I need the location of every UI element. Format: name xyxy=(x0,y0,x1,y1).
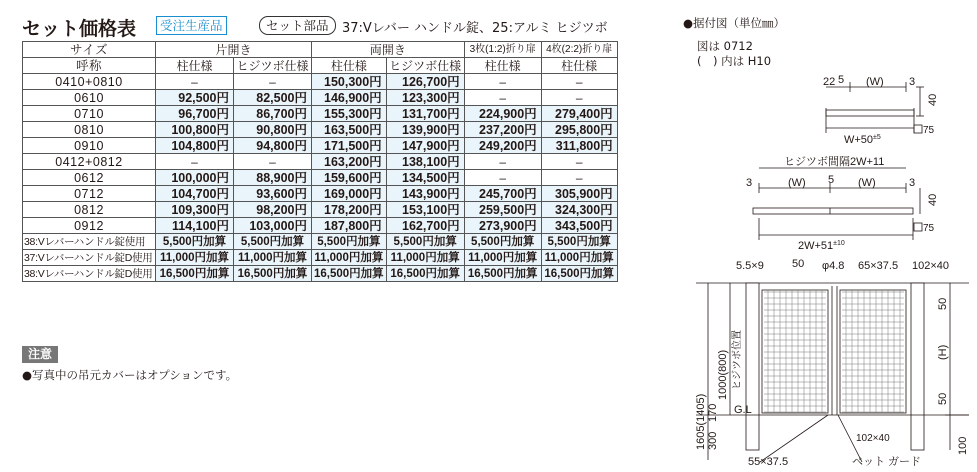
d2-dim-3b: 3 xyxy=(909,177,916,189)
d3-phi: φ4.8 xyxy=(822,260,845,272)
price-cell: 104,700円 xyxy=(156,186,234,202)
price-cell: 103,000円 xyxy=(234,218,312,234)
subheader: 柱仕様 xyxy=(464,58,541,74)
price-cell: – xyxy=(541,74,617,90)
table-header-row xyxy=(23,42,618,58)
diagram-heading: ●据付図（単位㎜） xyxy=(683,16,786,30)
price-cell: 114,100円 xyxy=(156,218,234,234)
price-cell: 100,000円 xyxy=(156,170,234,186)
price-cell: – xyxy=(464,74,541,90)
price-cell: 96,700円 xyxy=(156,106,234,122)
group-header: 両開き xyxy=(312,42,465,58)
price-cell: 82,500円 xyxy=(234,90,312,106)
size-cell: 0412+0812 xyxy=(23,154,156,170)
d3-door-height: 1000(800) xyxy=(717,349,729,400)
price-cell: 123,300円 xyxy=(386,90,464,106)
option-price-cell: 11,000円加算 xyxy=(541,250,617,266)
group-header: 3枚(1:2)折り扉 xyxy=(464,42,541,58)
d1-dim-w: (W) xyxy=(866,76,884,88)
d3-170: 170 xyxy=(707,403,719,422)
subheader: 柱仕様 xyxy=(541,58,617,74)
table-row xyxy=(23,202,618,218)
size-cell: 0612 xyxy=(23,170,156,186)
diagram-note-1: 図は 0712 xyxy=(697,39,753,53)
price-cell: 138,100円 xyxy=(386,154,464,170)
d3-r50b: 50 xyxy=(937,392,949,405)
option-price-cell: 11,000円加算 xyxy=(234,250,312,266)
d2-caption: ヒジツボ間隔2W+11 xyxy=(784,156,885,168)
option-label: 37:Vレバーハンドル錠D使用 xyxy=(23,250,156,266)
price-cell: – xyxy=(464,170,541,186)
d3-300: 300 xyxy=(707,431,719,450)
table-row xyxy=(23,138,618,154)
d1-total-tol: ±5 xyxy=(873,134,881,141)
option-price-cell: 11,000円加算 xyxy=(312,250,387,266)
price-cell: 147,900円 xyxy=(386,138,464,154)
d3-r100: 100 xyxy=(957,436,969,455)
option-row xyxy=(23,266,618,282)
diagram-note-2: ( ) 内は H10 xyxy=(697,54,772,68)
subheader: 柱仕様 xyxy=(156,58,234,74)
d3-65x37.5: 65×37.5 xyxy=(858,260,899,272)
option-price-cell: 5,500円加算 xyxy=(312,234,387,250)
d3-r50a: 50 xyxy=(937,297,949,310)
price-cell: 92,500円 xyxy=(156,90,234,106)
price-cell: 245,700円 xyxy=(464,186,541,202)
d3-102x40-bottom: 102×40 xyxy=(856,433,890,444)
group-header: 4枚(2:2)折り扉 xyxy=(541,42,617,58)
price-cell: 143,900円 xyxy=(386,186,464,202)
price-cell: – xyxy=(156,74,234,90)
d1-post: 75 xyxy=(923,125,935,136)
d2-total-tol: ±10 xyxy=(833,240,845,247)
price-cell: 86,700円 xyxy=(234,106,312,122)
d1-total-value: W+50 xyxy=(844,134,874,146)
price-cell: 343,500円 xyxy=(541,218,617,234)
price-cell: – xyxy=(234,154,312,170)
subheader: 柱仕様 xyxy=(312,58,387,74)
d2-dim-w1: (W) xyxy=(788,177,806,189)
d3-petguard: ペット ガード xyxy=(852,456,922,468)
price-cell: 94,800円 xyxy=(234,138,312,154)
d2-dim-40: 40 xyxy=(927,193,939,206)
set-parts-text: 37:Vレバー ハンドル錠、25:アルミ ヒジツボ xyxy=(342,21,608,36)
installation-diagram xyxy=(680,70,977,470)
price-cell: 279,400円 xyxy=(541,106,617,122)
price-cell: 126,700円 xyxy=(386,74,464,90)
option-price-cell: 5,500円加算 xyxy=(464,234,541,250)
d1-dim-22: 22 xyxy=(823,76,836,88)
price-cell: – xyxy=(541,154,617,170)
d2-total xyxy=(798,240,845,252)
d1-dim-40: 40 xyxy=(927,93,939,106)
d3-rH: (H) xyxy=(937,344,949,360)
price-cell: 88,900円 xyxy=(234,170,312,186)
price-cell: – xyxy=(464,90,541,106)
price-cell: 131,700円 xyxy=(386,106,464,122)
subheader: ヒジツボ仕様 xyxy=(234,58,312,74)
price-cell: 139,900円 xyxy=(386,122,464,138)
price-cell: 324,300円 xyxy=(541,202,617,218)
d3-50: 50 xyxy=(792,258,805,270)
table-row xyxy=(23,74,618,90)
size-cell: 0910 xyxy=(23,138,156,154)
note-tag: 注意 xyxy=(22,346,58,363)
price-cell: – xyxy=(464,154,541,170)
size-header: サイズ xyxy=(23,42,156,58)
price-cell: 150,300円 xyxy=(312,74,387,90)
price-cell: 163,200円 xyxy=(312,154,387,170)
price-cell: 100,800円 xyxy=(156,122,234,138)
price-cell: 162,700円 xyxy=(386,218,464,234)
price-cell: 169,000円 xyxy=(312,186,387,202)
table-row xyxy=(23,186,618,202)
option-price-cell: 11,000円加算 xyxy=(156,250,234,266)
d2-dim-3a: 3 xyxy=(746,177,753,189)
table-row xyxy=(23,154,618,170)
option-label: 38:Vレバーハンドル錠D使用 xyxy=(23,266,156,282)
price-cell: – xyxy=(541,90,617,106)
note-text: ●写真中の吊元カバーはオプションです。 xyxy=(22,368,238,382)
price-cell: 134,500円 xyxy=(386,170,464,186)
d1-dim-5: 5 xyxy=(838,74,845,86)
price-cell: – xyxy=(156,154,234,170)
d2-post: 75 xyxy=(923,223,935,234)
price-cell: 90,800円 xyxy=(234,122,312,138)
size-cell: 0812 xyxy=(23,202,156,218)
price-cell: 98,200円 xyxy=(234,202,312,218)
d3-gl: G.L xyxy=(734,404,752,416)
size-cell: 0410+0810 xyxy=(23,74,156,90)
price-cell: 146,900円 xyxy=(312,90,387,106)
table-subheader-row xyxy=(23,58,618,74)
table-row xyxy=(23,106,618,122)
group-header: 片開き xyxy=(156,42,312,58)
price-cell: 224,900円 xyxy=(464,106,541,122)
table-row xyxy=(23,170,618,186)
d1-total xyxy=(844,134,881,146)
option-row xyxy=(23,250,618,266)
option-price-cell: 16,500円加算 xyxy=(156,266,234,282)
d2-total-value: 2W+51 xyxy=(798,240,834,252)
price-cell: 187,800円 xyxy=(312,218,387,234)
made-to-order-badge: 受注生産品 xyxy=(156,16,227,35)
price-cell: 171,500円 xyxy=(312,138,387,154)
price-cell: 163,500円 xyxy=(312,122,387,138)
price-cell: 109,300円 xyxy=(156,202,234,218)
size-cell: 0912 xyxy=(23,218,156,234)
header xyxy=(22,12,642,40)
price-cell: 249,200円 xyxy=(464,138,541,154)
price-cell: 153,100円 xyxy=(386,202,464,218)
table-row xyxy=(23,122,618,138)
d3-5.5x9: 5.5×9 xyxy=(736,260,764,272)
option-price-cell: 5,500円加算 xyxy=(386,234,464,250)
option-row xyxy=(23,234,618,250)
price-cell: – xyxy=(234,74,312,90)
d2-dim-5: 5 xyxy=(828,174,835,186)
option-price-cell: 16,500円加算 xyxy=(541,266,617,282)
price-cell: 237,200円 xyxy=(464,122,541,138)
option-price-cell: 5,500円加算 xyxy=(156,234,234,250)
code-header: 呼称 xyxy=(23,58,156,74)
size-cell: 0810 xyxy=(23,122,156,138)
price-cell: – xyxy=(541,170,617,186)
table-row xyxy=(23,90,618,106)
d3-hijitsubo: ヒジツボ位置 xyxy=(732,330,743,390)
option-price-cell: 16,500円加算 xyxy=(234,266,312,282)
price-cell: 159,600円 xyxy=(312,170,387,186)
price-cell: 104,800円 xyxy=(156,138,234,154)
price-cell: 259,500円 xyxy=(464,202,541,218)
size-cell: 0610 xyxy=(23,90,156,106)
price-table xyxy=(22,41,618,282)
table-row xyxy=(23,218,618,234)
price-cell: 295,800円 xyxy=(541,122,617,138)
set-parts-label: セット部品 xyxy=(259,16,336,35)
option-price-cell: 11,000円加算 xyxy=(464,250,541,266)
d3-102x40: 102×40 xyxy=(912,260,950,272)
price-cell: 305,900円 xyxy=(541,186,617,202)
d3-55x37.5: 55×37.5 xyxy=(748,456,789,468)
size-cell: 0710 xyxy=(23,106,156,122)
page-title: セット価格表 xyxy=(22,18,137,40)
d3-total-height: 1605(1405) xyxy=(695,393,707,450)
d1-dim-3: 3 xyxy=(909,76,916,88)
d2-dim-w2: (W) xyxy=(858,177,876,189)
price-cell: 178,200円 xyxy=(312,202,387,218)
option-price-cell: 11,000円加算 xyxy=(386,250,464,266)
price-cell: 311,800円 xyxy=(541,138,617,154)
size-cell: 0712 xyxy=(23,186,156,202)
option-label: 38:Vレバーハンドル錠使用 xyxy=(23,234,156,250)
option-price-cell: 5,500円加算 xyxy=(234,234,312,250)
price-cell: 155,300円 xyxy=(312,106,387,122)
option-price-cell: 5,500円加算 xyxy=(541,234,617,250)
option-price-cell: 16,500円加算 xyxy=(386,266,464,282)
subheader: ヒジツボ仕様 xyxy=(386,58,464,74)
option-price-cell: 16,500円加算 xyxy=(312,266,387,282)
option-price-cell: 16,500円加算 xyxy=(464,266,541,282)
price-cell: 93,600円 xyxy=(234,186,312,202)
price-cell: 273,900円 xyxy=(464,218,541,234)
